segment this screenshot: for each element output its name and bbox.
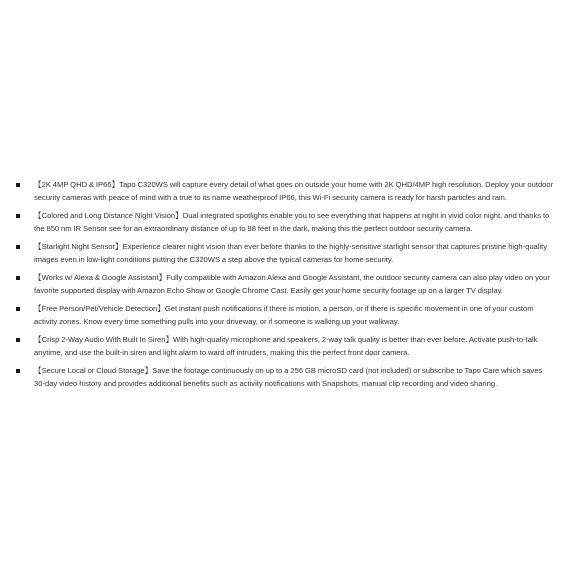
feature-heading: 【Colored and Long Distance Night Vision】 — [34, 211, 183, 220]
feature-item-night-vision — [14, 209, 554, 235]
bullet-icon — [16, 369, 20, 373]
feature-text: Experience clearer night vision than ever before thanks to the highly-sensitive starlight sensor that captures pristine high-quality images even in low-light conditions putting the C320WS a step above the typical cameras for home security. — [34, 242, 548, 264]
bullet-icon — [16, 183, 20, 187]
feature-item-starlight-sensor — [14, 240, 554, 266]
bullet-icon — [16, 307, 20, 311]
feature-text: With high-quality microphone and speakers, 2-way talk quality is better than ever before. Activate push-to-talk anytime, and use the built-in siren and light alarm to ward off intruders, making this the perfect front door camera. — [34, 335, 538, 357]
feature-text: Dual integrated spotlights enable you to see everything that happens at night in vivid color night, and thanks to the 850 nm IR Sensor see for an extraordinary distance of up to 98 feet in the dark, making this the perfect outdoor security camera. — [34, 211, 550, 233]
feature-text: Fully compatible with Amazon Alexa and Google Assistant, the outdoor security camera can also play video on your favorite supported display with Amazon Echo Show or Google Chrome Cast. Easily get your home security footage up on a larger TV display. — [34, 273, 550, 295]
feature-text: Save the footage continuously on up to a 256 GB microSD card (not included) or subscribe to Tapo Care which saves 30-day video history and provides additional benefits such as activity notifications with Snapshots, manual clip recording and video sharing. — [34, 366, 543, 388]
feature-heading: 【Starlight Night Sensor】 — [34, 242, 123, 251]
feature-heading: 【2K 4MP QHD & IP66】 — [34, 180, 120, 189]
feature-heading: 【Works w/ Alexa & Google Assistant】 — [34, 273, 167, 282]
feature-text: Tapo C320WS will capture every detail of what goes on outside your home with 2K QHD/4MP high resolution. Deploy your outdoor security cameras with peace of mind with a true to its name weatherproof IP66, this Wi-Fi security camera is ready for harsh particles and rain. — [34, 180, 554, 202]
feature-item-voice-assistant — [14, 271, 554, 297]
feature-item-two-way-audio — [14, 333, 554, 359]
bullet-icon — [16, 214, 20, 218]
feature-heading: 【Crisp 2-Way Audio With Built In Siren】 — [34, 335, 174, 344]
feature-text: Get instant push notifications if there is motion, a person, or if there is specific movement in one of your custom activity zones. Know every time something pulls into your driveway, or if someone is walking up your walkway. — [34, 304, 534, 326]
feature-heading: 【Secure Local or Cloud Storage】 — [34, 366, 153, 375]
bullet-icon — [16, 276, 20, 280]
feature-heading: 【Free Person/Pet/Vehicle Detection】 — [34, 304, 165, 313]
feature-item-storage — [14, 364, 554, 390]
feature-item-2k-qhd — [14, 178, 554, 204]
bullet-icon — [16, 338, 20, 342]
bullet-icon — [16, 245, 20, 249]
feature-list — [14, 178, 554, 395]
feature-item-detection — [14, 302, 554, 328]
